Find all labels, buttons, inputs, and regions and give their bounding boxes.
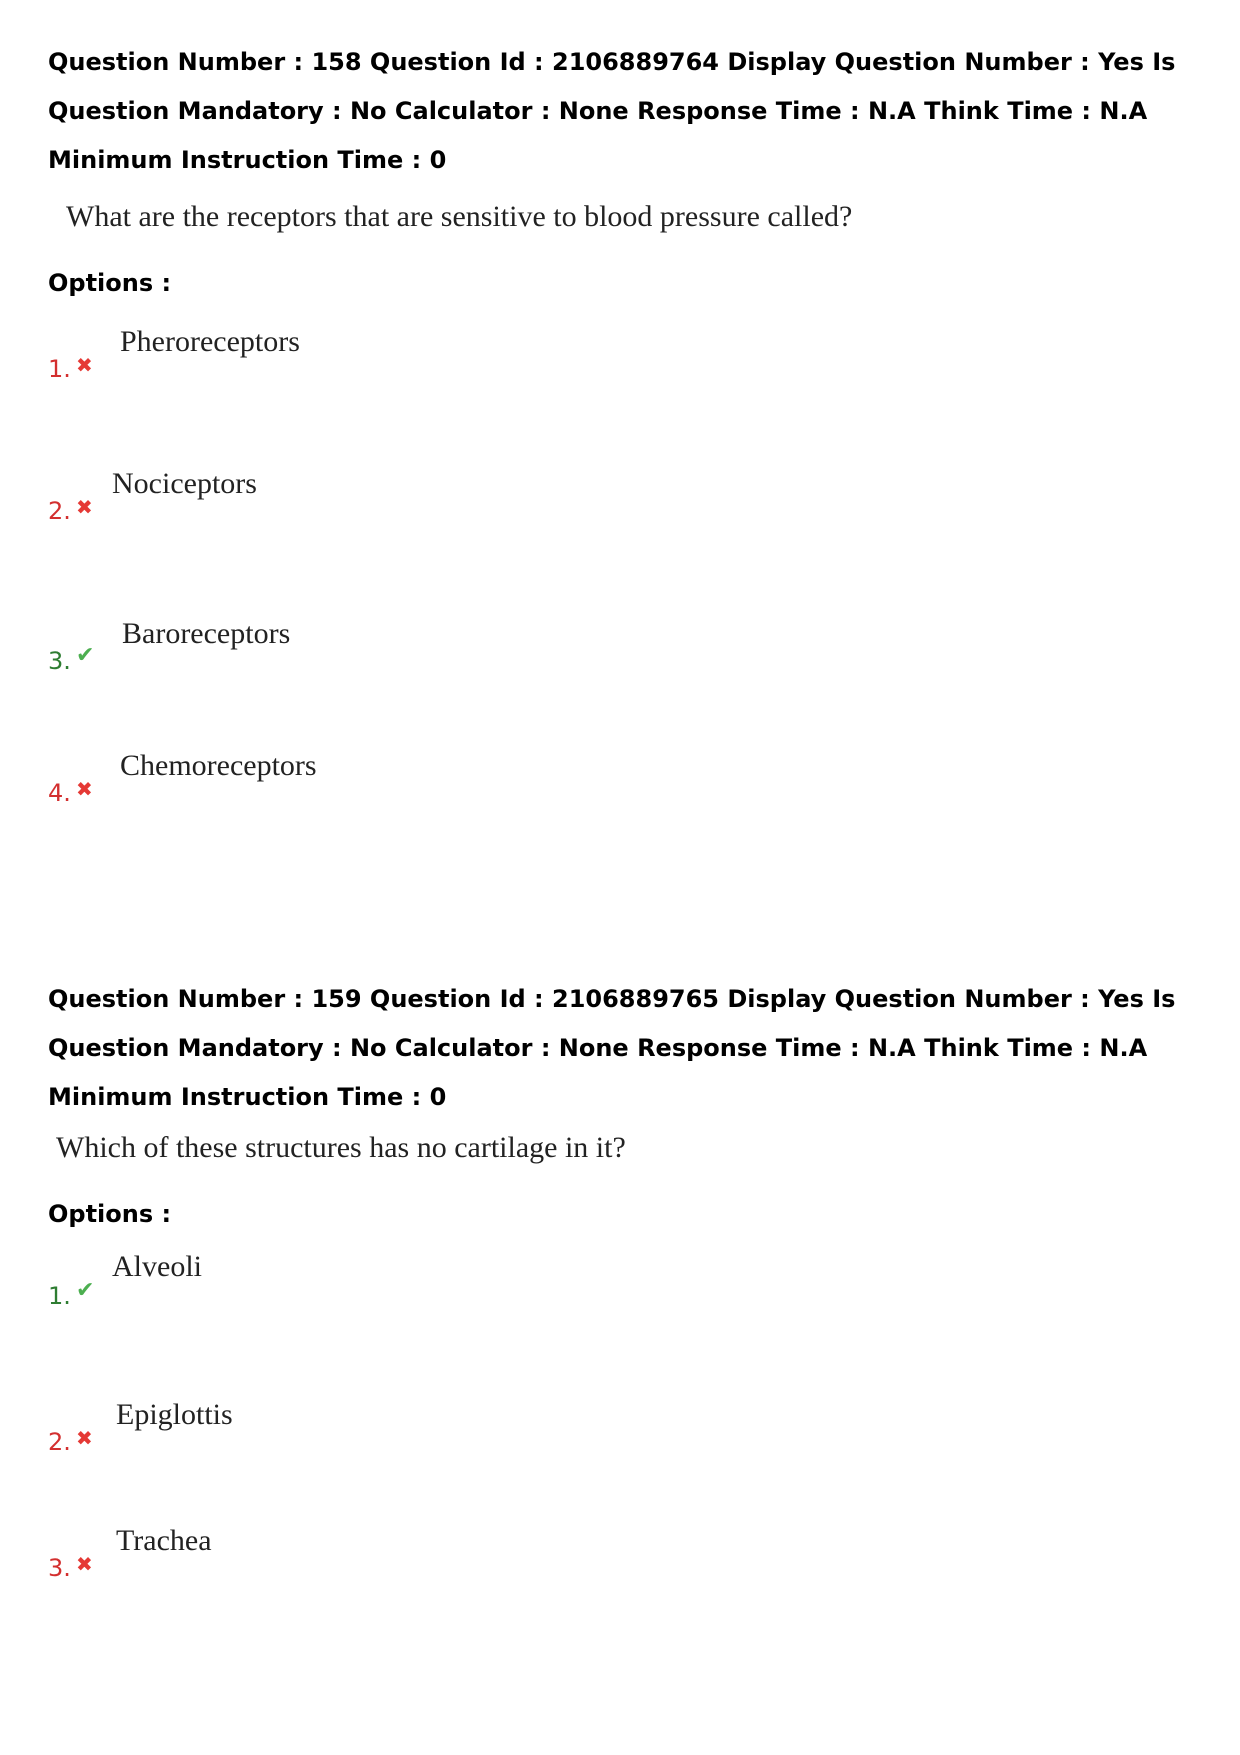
check-icon: ✔ bbox=[76, 643, 95, 668]
option-3 bbox=[48, 609, 1208, 755]
option-text: Pheroreceptors bbox=[120, 325, 300, 358]
option-number: 1. bbox=[48, 355, 71, 383]
cross-icon: ✖ bbox=[76, 1552, 93, 1576]
cross-icon: ✖ bbox=[76, 353, 93, 377]
option-number: 2. bbox=[48, 1428, 71, 1456]
option-text: Chemoreceptors bbox=[120, 749, 317, 782]
option-text: Nociceptors bbox=[112, 467, 257, 500]
option-text: Epiglottis bbox=[116, 1398, 233, 1431]
cross-icon: ✖ bbox=[76, 1426, 93, 1450]
cross-icon: ✖ bbox=[76, 495, 93, 519]
option-number: 1. bbox=[48, 1282, 71, 1310]
option-2 bbox=[48, 1392, 1208, 1538]
question-text: What are the receptors that are sensitive to blood pressure called? bbox=[66, 200, 853, 233]
question-text: Which of these structures has no cartilage in it? bbox=[56, 1131, 626, 1164]
option-4 bbox=[48, 749, 1208, 901]
option-number: 3. bbox=[48, 647, 71, 675]
option-1 bbox=[48, 1246, 1208, 1392]
options-label: Options : bbox=[48, 269, 172, 297]
option-2 bbox=[48, 463, 1208, 609]
question-meta: Question Number : 158 Question Id : 2106889764 Display Question Number : Yes Is Question Mandatory : No Calculator : None Response Time : N.A Think Time : N.A Minimum Instruction Time : 0 bbox=[48, 48, 1176, 174]
options-label: Options : bbox=[48, 1200, 172, 1228]
question-block-158 bbox=[48, 38, 1208, 901]
question-meta: Question Number : 159 Question Id : 2106889765 Display Question Number : Yes Is Question Mandatory : No Calculator : None Response Time : N.A Think Time : N.A Minimum Instruction Time : 0 bbox=[48, 985, 1176, 1111]
option-number: 2. bbox=[48, 497, 71, 525]
option-1 bbox=[48, 317, 1208, 463]
cross-icon: ✖ bbox=[76, 777, 93, 801]
option-text: Alveoli bbox=[112, 1250, 202, 1283]
option-3 bbox=[48, 1524, 1208, 1684]
option-text: Baroreceptors bbox=[122, 617, 291, 650]
option-number: 4. bbox=[48, 779, 71, 807]
check-icon: ✔ bbox=[76, 1278, 95, 1303]
question-block-159 bbox=[48, 975, 1208, 1684]
option-text: Trachea bbox=[116, 1524, 212, 1557]
option-number: 3. bbox=[48, 1554, 71, 1582]
